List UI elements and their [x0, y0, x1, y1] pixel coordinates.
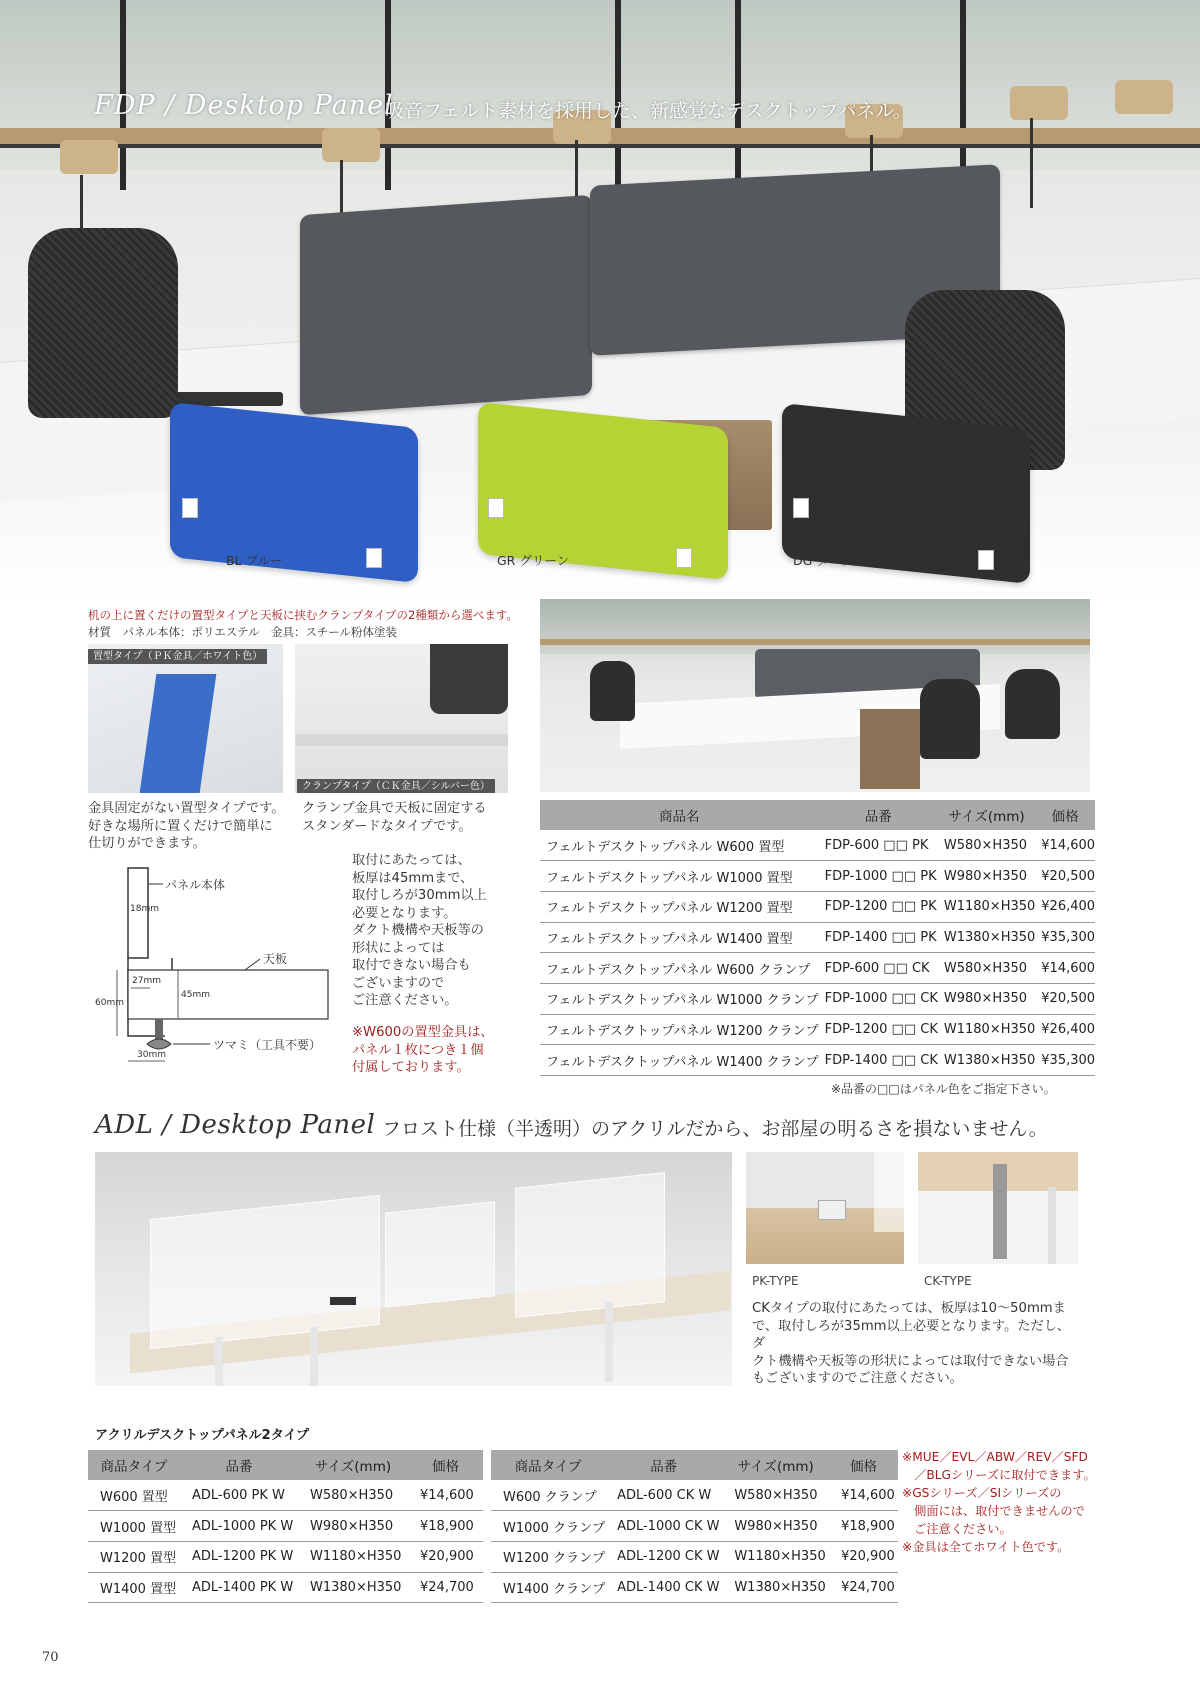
mount-note-line: 板厚は45mmまで、: [352, 870, 474, 886]
mount-note-line: 形状によっては: [352, 940, 445, 956]
desk-edge: [295, 734, 508, 746]
ck-type-label: CK-TYPE: [924, 1274, 972, 1288]
fdp-material: 材質 パネル本体：ポリエステル 金具：スチール粉体塗装: [88, 625, 398, 639]
table-row: [540, 983, 1095, 1014]
label-knob: ツマミ（工具不要）: [213, 1038, 322, 1052]
ck-note-line: で、取付しろが35mm以上必要となります。ただし、ダ: [752, 1318, 1071, 1351]
table-row: [540, 922, 1095, 953]
col-header: サイズ(mm): [298, 1450, 408, 1480]
adl-desk-leg: [215, 1337, 223, 1386]
office-chair: [920, 679, 980, 759]
cell: W1400 置型: [88, 1572, 180, 1603]
side-note-line: ※MUE／EVL／ABW／REV／SFD: [902, 1450, 1088, 1464]
cell: W580×H350: [938, 953, 1035, 984]
mount-note-line: ございますので: [352, 975, 445, 991]
cell: FDP-1200 □□ PK: [819, 891, 938, 922]
pk-tag-bar: [88, 644, 283, 662]
dim-45mm: 45mm: [181, 990, 210, 1000]
adl-acrylic-panel: [385, 1201, 495, 1308]
table-row: [540, 891, 1095, 922]
adl-desk-leg: [605, 1302, 613, 1382]
cell: ADL-600 PK W: [180, 1480, 298, 1511]
cell: W980×H350: [298, 1511, 408, 1542]
cell: ¥24,700: [829, 1572, 898, 1603]
col-header: 品番: [605, 1450, 722, 1480]
mount-note-line: ダクト機構や天板等の: [352, 923, 484, 938]
cell: W1380×H350: [298, 1572, 408, 1603]
panel-foot: [182, 498, 198, 518]
adl-main-photo: [95, 1152, 732, 1386]
col-header: 価格: [408, 1450, 483, 1480]
window-mullion: [735, 0, 741, 190]
pk-desc-line: 仕切りができます。: [88, 836, 206, 851]
side-note-line: ※金具は全てホワイト色です。: [902, 1540, 1070, 1554]
desk-leg: [1048, 1187, 1056, 1264]
cell: W1180×H350: [722, 1541, 829, 1572]
cell: ADL-600 CK W: [605, 1480, 722, 1511]
window-mullion: [960, 0, 966, 190]
table-row: [540, 1045, 1095, 1076]
cell: W980×H350: [722, 1511, 829, 1542]
cell: フェルトデスクトップパネル W1200 置型: [540, 891, 819, 922]
adl-subtitle: フロスト仕様（半透明）のアクリルだから、お部屋の明るさを損ないません。: [382, 1118, 1048, 1140]
stool: [322, 128, 380, 162]
col-header: 商品タイプ: [88, 1450, 180, 1480]
cell: W580×H350: [938, 830, 1035, 861]
ck-desc-line: クランプ金具で天板に固定する: [302, 801, 487, 816]
adl-title: ADL / Desktop Panel: [95, 1110, 376, 1140]
pk-bracket: [818, 1200, 846, 1220]
ck-note-line: もございますのでご注意ください。: [752, 1371, 963, 1386]
cell: ¥14,600: [1035, 830, 1095, 861]
adl-section-title: アクリルデスクトップパネル2タイプ: [95, 1428, 310, 1443]
adl-side-notes: [902, 1448, 1102, 1556]
adl-table-pk: [88, 1450, 483, 1603]
cell: ¥14,600: [1035, 953, 1095, 984]
ck-clamp: [993, 1164, 1007, 1259]
cell: フェルトデスクトップパネル W600 クランプ: [540, 953, 819, 984]
cell: ADL-1200 PK W: [180, 1541, 298, 1572]
w600-note-line: パネル１枚につき１個: [352, 1042, 484, 1058]
cell: ¥35,300: [1035, 922, 1095, 953]
cell: フェルトデスクトップパネル W600 置型: [540, 830, 819, 861]
cell: FDP-600 □□ PK: [819, 830, 938, 861]
side-note-line: ※GSシリーズ／SIシリーズの: [902, 1486, 1062, 1500]
pk-type-tag: 置型タイプ（ＰＫ金具／ホワイト色）: [88, 649, 267, 664]
fdp-title: FDP / Desktop Panel: [94, 90, 394, 121]
col-header: 商品名: [540, 800, 819, 830]
table-row: [88, 1480, 483, 1511]
pk-description: [88, 800, 288, 853]
cell: ¥20,500: [1035, 861, 1095, 892]
pk-detail-photo: [88, 644, 283, 793]
office-chair: [590, 661, 635, 721]
cell: FDP-1400 □□ PK: [819, 922, 938, 953]
cell: W980×H350: [938, 861, 1035, 892]
table-row: [88, 1541, 483, 1572]
stool: [60, 140, 118, 174]
clamp-diagram: [95, 866, 335, 1066]
cell: W1380×H350: [722, 1572, 829, 1603]
w600-note-line: 付属しております。: [352, 1060, 470, 1075]
adl-acrylic-panel: [150, 1195, 380, 1349]
cell: W1180×H350: [938, 891, 1035, 922]
cell: W600 置型: [88, 1480, 180, 1511]
cell: W1400 クランプ: [491, 1572, 605, 1603]
table-row: [491, 1541, 898, 1572]
col-header: サイズ(mm): [938, 800, 1035, 830]
window-mullion: [615, 0, 621, 190]
table-row: [540, 861, 1095, 892]
dim-30mm: 30mm: [137, 1050, 166, 1060]
dim-60mm: 60mm: [95, 998, 124, 1008]
adl-table-ck: [491, 1450, 898, 1603]
cell: ¥20,500: [1035, 983, 1095, 1014]
col-header: 価格: [829, 1450, 898, 1480]
cell: ¥26,400: [1035, 891, 1095, 922]
cell: W1200 置型: [88, 1541, 180, 1572]
ck-description: [302, 800, 512, 835]
stool-leg: [1030, 118, 1033, 208]
mount-note-line: 取付しろが30mm以上: [352, 888, 487, 903]
col-header: 価格: [1035, 800, 1095, 830]
cell: FDP-1000 □□ PK: [819, 861, 938, 892]
table-header-row: [88, 1450, 483, 1480]
page-number: 70: [42, 1650, 59, 1665]
label-panel-body: パネル本体: [165, 878, 226, 892]
label-top-board: 天板: [263, 952, 288, 966]
cell: ADL-1000 CK W: [605, 1511, 722, 1542]
cell: ¥35,300: [1035, 1045, 1095, 1076]
mount-note-line: 必要となります。: [352, 905, 457, 921]
cell: FDP-600 □□ CK: [819, 953, 938, 984]
cell: ADL-1200 CK W: [605, 1541, 722, 1572]
color-label-blue: BL ブルー: [226, 553, 283, 568]
cell: ADL-1400 CK W: [605, 1572, 722, 1603]
table-row: [540, 953, 1095, 984]
col-header: 品番: [180, 1450, 298, 1480]
fdp-office-photo: [540, 599, 1090, 792]
cell: W1380×H350: [938, 922, 1035, 953]
stool: [1010, 86, 1068, 120]
adl-acrylic-panel: [515, 1172, 665, 1318]
table-header-row: [540, 800, 1095, 830]
cell: W1380×H350: [938, 1045, 1035, 1076]
panel-foot: [978, 550, 994, 570]
fdp-table-note: ※品番の□□はパネル色をご指定下さい。: [831, 1082, 1056, 1096]
pk-type-photo: [746, 1152, 904, 1264]
table-row: [491, 1480, 898, 1511]
ck-mount-note: [752, 1300, 1082, 1388]
ck-type-photo: [918, 1152, 1078, 1264]
cell: W1180×H350: [938, 1014, 1035, 1045]
ck-note-line: CKタイプの取付にあたっては、板厚は10〜50mmま: [752, 1301, 1066, 1316]
cell: ¥26,400: [1035, 1014, 1095, 1045]
acrylic-edge: [874, 1152, 904, 1232]
panel-foot: [488, 498, 504, 518]
cell: ¥20,900: [408, 1541, 483, 1572]
side-note-line: 側面には、取付できませんので: [902, 1504, 1085, 1518]
mount-note-line: 取付できない場合も: [352, 958, 471, 973]
side-note-line: ご注意ください。: [902, 1522, 1012, 1536]
cell: フェルトデスクトップパネル W1200 クランプ: [540, 1014, 819, 1045]
color-label-darkgray: DG ダークグレー: [793, 553, 892, 568]
cell: W980×H350: [938, 983, 1035, 1014]
ck-desc-line: スタンダードなタイプです。: [302, 818, 472, 834]
col-header: 品番: [819, 800, 938, 830]
stool: [1115, 80, 1173, 114]
office-chair: [28, 228, 178, 418]
cell: フェルトデスクトップパネル W1000 置型: [540, 861, 819, 892]
w600-note: [352, 1024, 502, 1077]
ck-type-tag: クランプタイプ（ＣＫ金具／シルバー色）: [297, 779, 495, 793]
cell: ¥20,900: [829, 1541, 898, 1572]
table-row: [491, 1572, 898, 1603]
office-chair: [1005, 669, 1060, 739]
cell: ADL-1400 PK W: [180, 1572, 298, 1603]
table-row: [540, 1014, 1095, 1045]
cell: ¥14,600: [829, 1480, 898, 1511]
panel-foot: [793, 498, 809, 518]
cell: W580×H350: [722, 1480, 829, 1511]
dim-18mm: 18mm: [130, 904, 159, 914]
col-header: 商品タイプ: [491, 1450, 605, 1480]
table-header-row: [491, 1450, 898, 1480]
adl-cable-port: [330, 1297, 356, 1305]
cell: ¥18,900: [829, 1511, 898, 1542]
dim-27mm: 27mm: [132, 976, 161, 986]
cell: ADL-1000 PK W: [180, 1511, 298, 1542]
panel-foot: [676, 548, 692, 568]
ck-tag-bar: [297, 774, 495, 793]
mount-note-line: ご注意ください。: [352, 993, 458, 1008]
fdp-intro: 机の上に置くだけの置型タイプと天板に挟むクランプタイプの2種類から選べます。: [88, 608, 518, 622]
cell: ¥24,700: [408, 1572, 483, 1603]
window-counter-edge: [0, 144, 1200, 148]
blue-panel-edge: [140, 674, 217, 793]
office-window: [540, 599, 1090, 654]
cell: フェルトデスクトップパネル W1000 クランプ: [540, 983, 819, 1014]
cell: FDP-1400 □□ CK: [819, 1045, 938, 1076]
pk-desc-line: 好きな場所に置くだけで簡単に: [88, 818, 273, 834]
panel-foot: [366, 548, 382, 568]
cell: ¥18,900: [408, 1511, 483, 1542]
pk-type-label: PK-TYPE: [752, 1274, 799, 1288]
mount-note-line: 取付にあたっては、: [352, 853, 471, 868]
gray-panel-edge: [430, 644, 508, 714]
pk-desc-line: 金具固定がない置型タイプです。: [88, 801, 285, 816]
cell: W1200 クランプ: [491, 1541, 605, 1572]
table-row: [491, 1511, 898, 1542]
cell: フェルトデスクトップパネル W1400 クランプ: [540, 1045, 819, 1076]
cell: W1180×H350: [298, 1541, 408, 1572]
side-note-line: ／BLGシリーズに取付できます。: [902, 1468, 1096, 1482]
table-row: [540, 830, 1095, 861]
color-label-green: GR グリーン: [497, 553, 570, 568]
cell: FDP-1000 □□ CK: [819, 983, 938, 1014]
mount-note: [352, 852, 502, 1010]
col-header: サイズ(mm): [722, 1450, 829, 1480]
cell: フェルトデスクトップパネル W1400 置型: [540, 922, 819, 953]
cell: FDP-1200 □□ CK: [819, 1014, 938, 1045]
office-drawer: [860, 709, 920, 789]
adl-desk-leg: [310, 1327, 318, 1386]
fdp-subtitle: 吸音フェルト素材を採用した、新感覚なデスクトップパネル。: [385, 100, 912, 122]
cell: W580×H350: [298, 1480, 408, 1511]
ck-detail-photo: [295, 644, 508, 793]
office-counter: [540, 639, 1090, 645]
cell: ¥14,600: [408, 1480, 483, 1511]
table-row: [88, 1511, 483, 1542]
ck-note-line: クト機構や天板等の形状によっては取付できない場合: [752, 1353, 1069, 1369]
cell: W1000 クランプ: [491, 1511, 605, 1542]
hero-photo: [0, 0, 1200, 600]
table-row: [88, 1572, 483, 1603]
cell: W600 クランプ: [491, 1480, 605, 1511]
gray-desk-panel: [300, 195, 592, 415]
w600-note-line: ※W600の置型金具は、: [352, 1025, 494, 1040]
fdp-price-table: [540, 800, 1095, 1076]
cell: W1000 置型: [88, 1511, 180, 1542]
